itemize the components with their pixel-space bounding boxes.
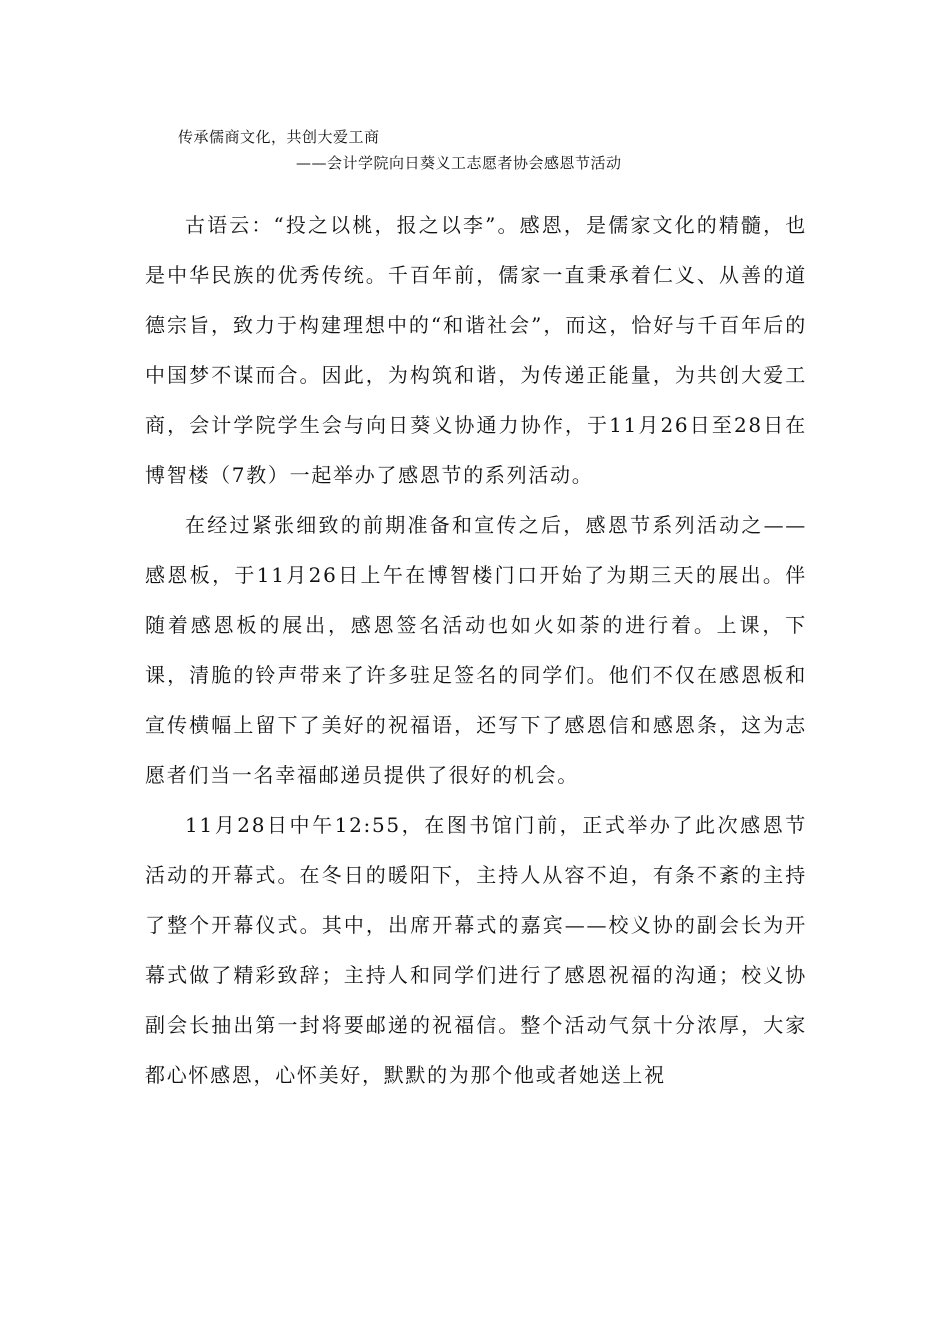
document-subtitle: ——会计学院向日葵义工志愿者协会感恩节活动: [296, 154, 622, 172]
document-body: [145, 200, 807, 1100]
document-title: 传承儒商文化，共创大爱工商: [178, 128, 380, 146]
paragraph-1: 古语云：“投之以桃，报之以李”。感恩，是儒家文化的精髓，也是中华民族的优秀传统。千百年前，儒家一直秉承着仁义、从善的道德宗旨，致力于构建理想中的“和谐社会”，而这，恰好与千百年后的中国梦不谋而合。因此，为构筑和谐，为传递正能量，为共创大爱工商，会计学院学生会与向日葵义协通力协作，于11月26日至28日在博智楼（7教）一起举办了感恩节的系列活动。: [145, 213, 807, 487]
paragraph-2: 在经过紧张细致的前期准备和宣传之后，感恩节系列活动之——感恩板，于11月26日上午在博智楼门口开始了为期三天的展出。伴随着感恩板的展出，感恩签名活动也如火如荼的进行着。上课，下课，清脆的铃声带来了许多驻足签名的同学们。他们不仅在感恩板和宣传横幅上留下了美好的祝福语，还写下了感恩信和感恩条，这为志愿者们当一名幸福邮递员提供了很好的机会。: [145, 513, 807, 787]
paragraph-3: 11月28日中午12:55，在图书馆门前，正式举办了此次感恩节活动的开幕式。在冬日的暖阳下，主持人从容不迫，有条不紊的主持了整个开幕仪式。其中，出席开幕式的嘉宾——校义协的副会长为开幕式做了精彩致辞；主持人和同学们进行了感恩祝福的沟通；校义协副会长抽出第一封将要邮递的祝福信。整个活动气氛十分浓厚，大家都心怀感恩，心怀美好，默默的为那个他或者她送上祝: [145, 813, 807, 1087]
